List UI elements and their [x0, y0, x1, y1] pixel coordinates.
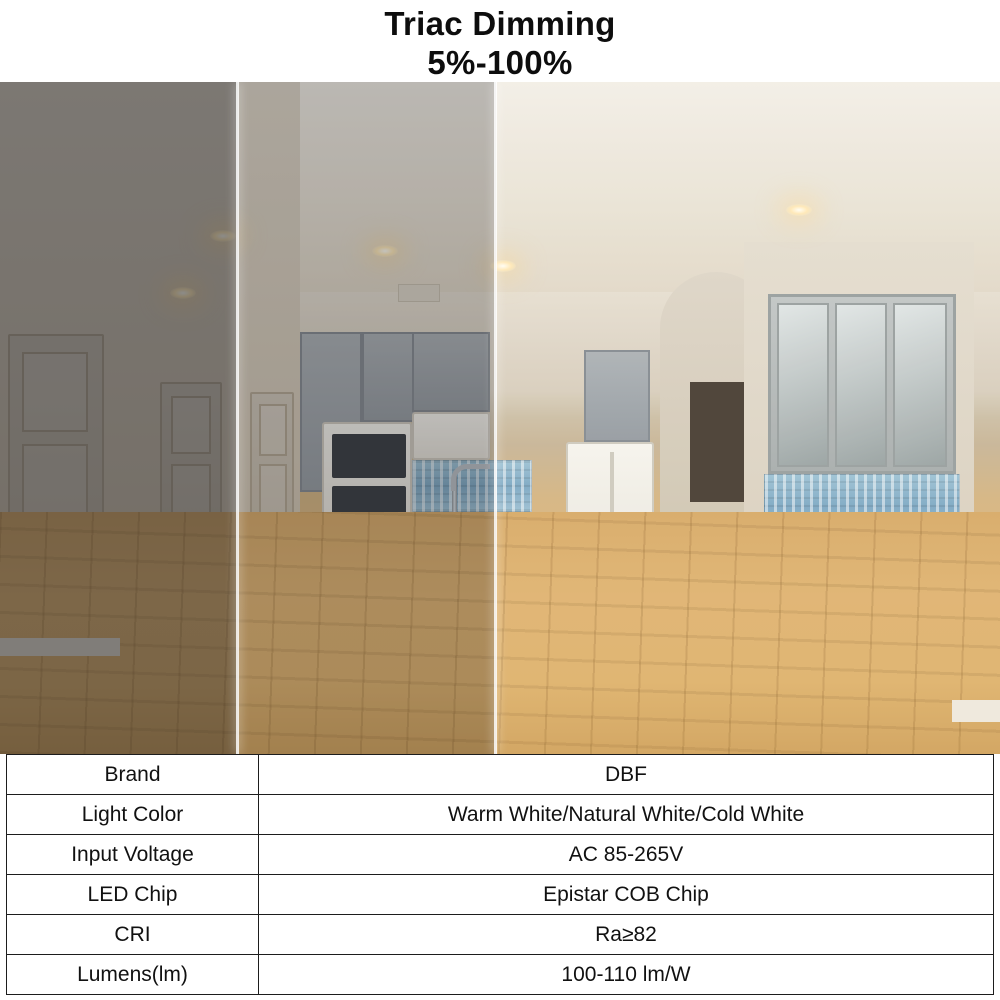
- spec-value-brand: DBF: [259, 755, 994, 795]
- spec-label-light-color: Light Color: [7, 795, 259, 835]
- can-light-5: [786, 204, 812, 216]
- kitchen-dimming-photo: [0, 82, 1000, 754]
- can-light-3: [372, 245, 398, 257]
- baseboard-right: [952, 700, 1000, 722]
- band-divider-1: [236, 82, 239, 754]
- spec-value-led-chip: Epistar COB Chip: [259, 875, 994, 915]
- table-row: [7, 835, 994, 875]
- upper-cabinet-range: [412, 332, 490, 412]
- microwave: [412, 412, 490, 460]
- arch-dark-room: [690, 382, 744, 502]
- can-light-2: [210, 230, 236, 242]
- spec-label-lumens: Lumens(lm): [7, 955, 259, 995]
- photo-scene: [0, 82, 1000, 754]
- specification-table: [6, 754, 994, 995]
- table-row: [7, 795, 994, 835]
- spec-value-lumens: 100-110 lm/W: [259, 955, 994, 995]
- spec-label-input-voltage: Input Voltage: [7, 835, 259, 875]
- table-row: [7, 755, 994, 795]
- title-line-1: Triac Dimming: [384, 5, 616, 42]
- band-divider-2: [494, 82, 497, 754]
- table-row: [7, 875, 994, 915]
- spec-value-cri: Ra≥82: [259, 915, 994, 955]
- table-row: [7, 915, 994, 955]
- can-light-1: [170, 287, 196, 299]
- ceiling-vent: [398, 284, 440, 302]
- baseboard-left: [0, 638, 120, 656]
- hardwood-floor: [0, 512, 1000, 754]
- title-line-2: 5%-100%: [427, 44, 573, 81]
- spec-value-input-voltage: AC 85-265V: [259, 835, 994, 875]
- upper-cabinet-right: [584, 350, 650, 442]
- page-title: [0, 0, 1000, 82]
- spec-value-light-color: Warm White/Natural White/Cold White: [259, 795, 994, 835]
- glass-cabinet: [768, 294, 956, 474]
- spec-label-brand: Brand: [7, 755, 259, 795]
- spec-label-led-chip: LED Chip: [7, 875, 259, 915]
- table-row: [7, 955, 994, 995]
- spec-label-cri: CRI: [7, 915, 259, 955]
